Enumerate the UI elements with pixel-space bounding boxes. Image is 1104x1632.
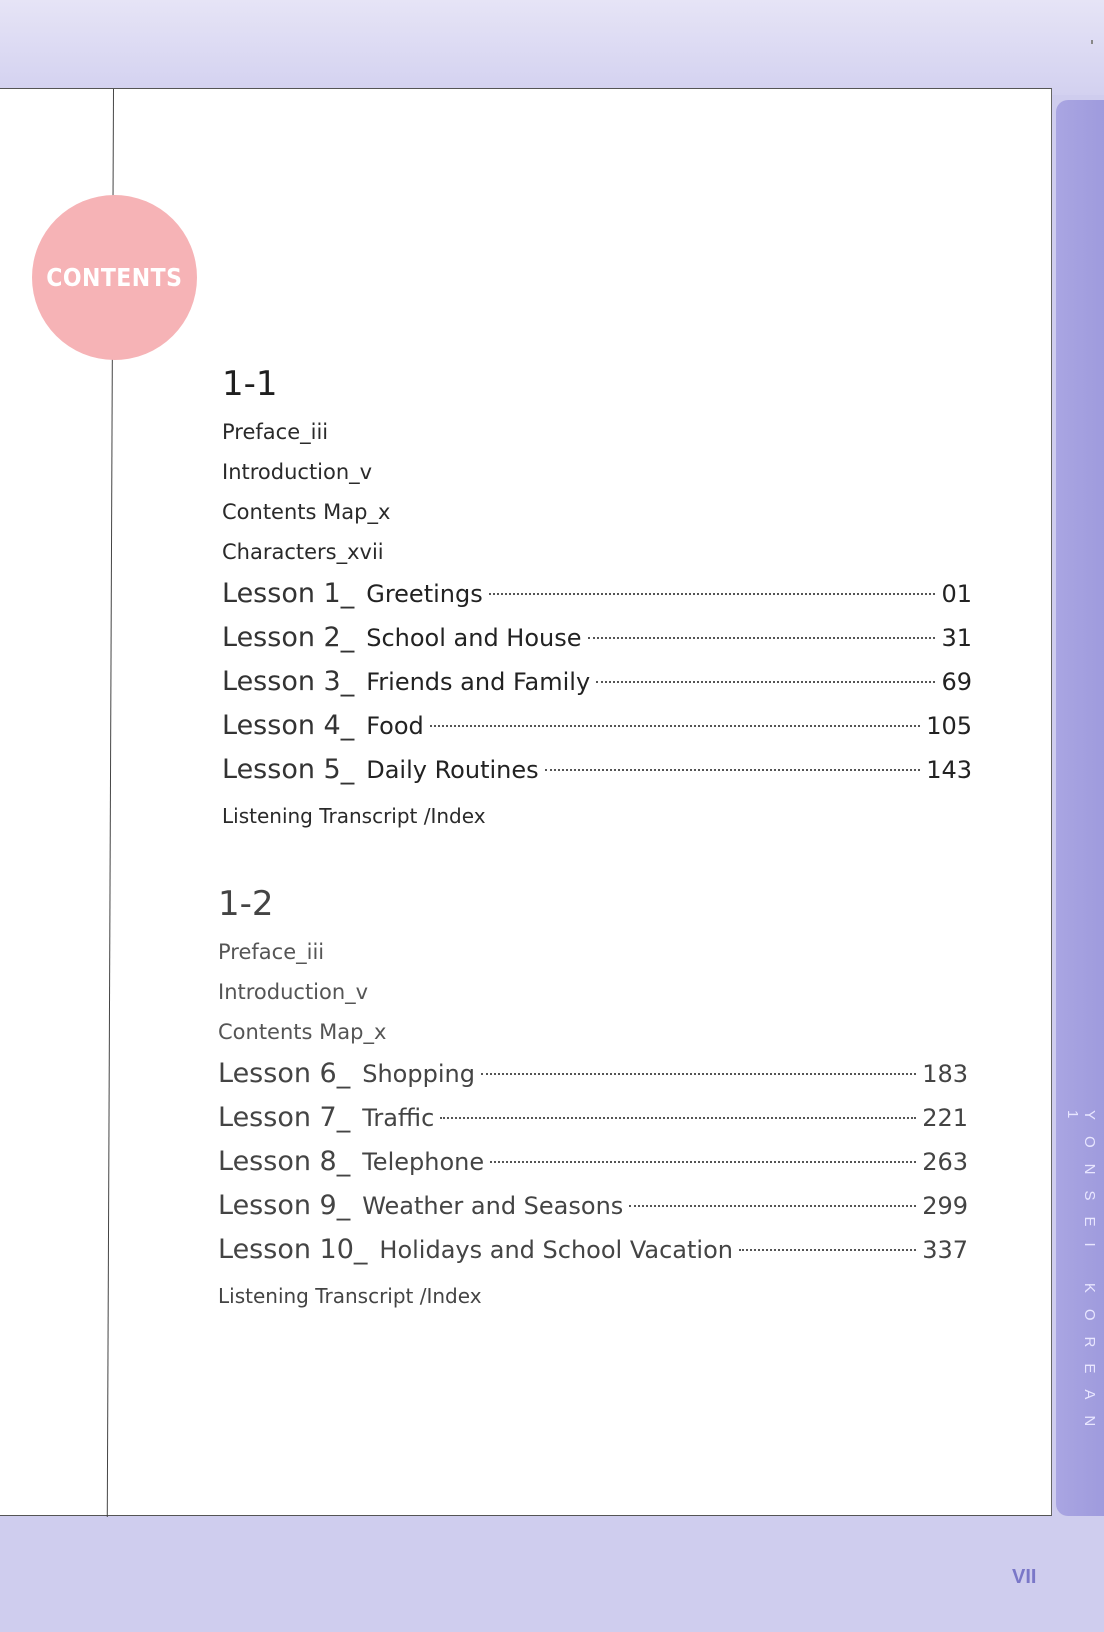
lesson-title: Traffic — [362, 1104, 435, 1132]
lesson-page-number: 31 — [941, 624, 972, 652]
dot-leader — [596, 681, 935, 683]
section-1-1 — [222, 362, 972, 836]
lesson-entry — [222, 572, 972, 616]
lesson-entry — [218, 1184, 968, 1228]
lesson-number: Lesson 9_ — [218, 1190, 351, 1221]
lesson-entry — [218, 1052, 968, 1096]
dot-leader — [489, 593, 936, 595]
front-matter-item: Introduction_v — [218, 980, 369, 1004]
page-number: VII — [1012, 1566, 1037, 1588]
lesson-entry — [222, 748, 972, 792]
lesson-entry — [218, 1140, 968, 1184]
lesson-title: School and House — [366, 624, 582, 652]
dot-leader — [490, 1161, 916, 1163]
dot-leader — [588, 637, 936, 639]
section-1-2 — [218, 882, 968, 1316]
dot-leader — [440, 1117, 916, 1119]
lesson-title: Weather and Seasons — [362, 1192, 624, 1220]
lesson-title: Food — [366, 712, 424, 740]
lesson-page-number: 221 — [922, 1104, 968, 1132]
lesson-page-number: 69 — [941, 668, 972, 696]
lesson-page-number: 337 — [922, 1236, 968, 1264]
dot-leader — [430, 725, 920, 727]
lesson-entry — [222, 616, 972, 660]
back-matter-item: Listening Transcript /Index — [218, 1284, 482, 1308]
lesson-page-number: 143 — [926, 756, 972, 784]
lesson-page-number: 183 — [922, 1060, 968, 1088]
lesson-number: Lesson 4_ — [222, 710, 355, 741]
lesson-number: Lesson 8_ — [218, 1146, 351, 1177]
lesson-title: Friends and Family — [366, 668, 591, 696]
front-matter-item: Preface_iii — [222, 420, 329, 444]
lesson-number: Lesson 7_ — [218, 1102, 351, 1133]
lesson-title: Greetings — [366, 580, 483, 608]
front-matter-item: Contents Map_x — [218, 1020, 387, 1044]
lesson-title: Shopping — [362, 1060, 475, 1088]
lesson-number: Lesson 1_ — [222, 578, 355, 609]
front-matter-item: Characters_xvii — [222, 540, 384, 564]
front-matter-item: Preface_iii — [218, 940, 325, 964]
lesson-title: Telephone — [362, 1148, 485, 1176]
lesson-title: Holidays and School Vacation — [379, 1236, 733, 1264]
dot-leader — [481, 1073, 916, 1075]
dot-leader — [545, 769, 921, 771]
lesson-number: Lesson 10_ — [218, 1234, 368, 1265]
lesson-title: Daily Routines — [366, 756, 539, 784]
lesson-entry — [222, 704, 972, 748]
lesson-entry — [218, 1228, 968, 1272]
lesson-page-number: 263 — [922, 1148, 968, 1176]
side-tab-label: YONSEI KOREAN 1 — [1064, 1110, 1098, 1443]
scan-mark — [1091, 40, 1093, 44]
dot-leader — [629, 1205, 916, 1207]
lesson-entry — [218, 1096, 968, 1140]
front-matter-item: Contents Map_x — [222, 500, 391, 524]
lesson-number: Lesson 5_ — [222, 754, 355, 785]
lesson-number: Lesson 3_ — [222, 666, 355, 697]
lesson-page-number: 105 — [926, 712, 972, 740]
back-matter-item: Listening Transcript /Index — [222, 804, 486, 828]
lesson-page-number: 01 — [941, 580, 972, 608]
lesson-number: Lesson 2_ — [222, 622, 355, 653]
scan-top-background — [0, 0, 1104, 95]
section-title: 1-2 — [218, 884, 274, 924]
section-title: 1-1 — [222, 364, 278, 404]
lesson-entry — [222, 660, 972, 704]
contents-badge-label: CONTENTS — [46, 263, 183, 292]
lesson-page-number: 299 — [922, 1192, 968, 1220]
front-matter-item: Introduction_v — [222, 460, 373, 484]
lesson-number: Lesson 6_ — [218, 1058, 351, 1089]
dot-leader — [739, 1249, 916, 1251]
contents-badge — [32, 195, 197, 360]
